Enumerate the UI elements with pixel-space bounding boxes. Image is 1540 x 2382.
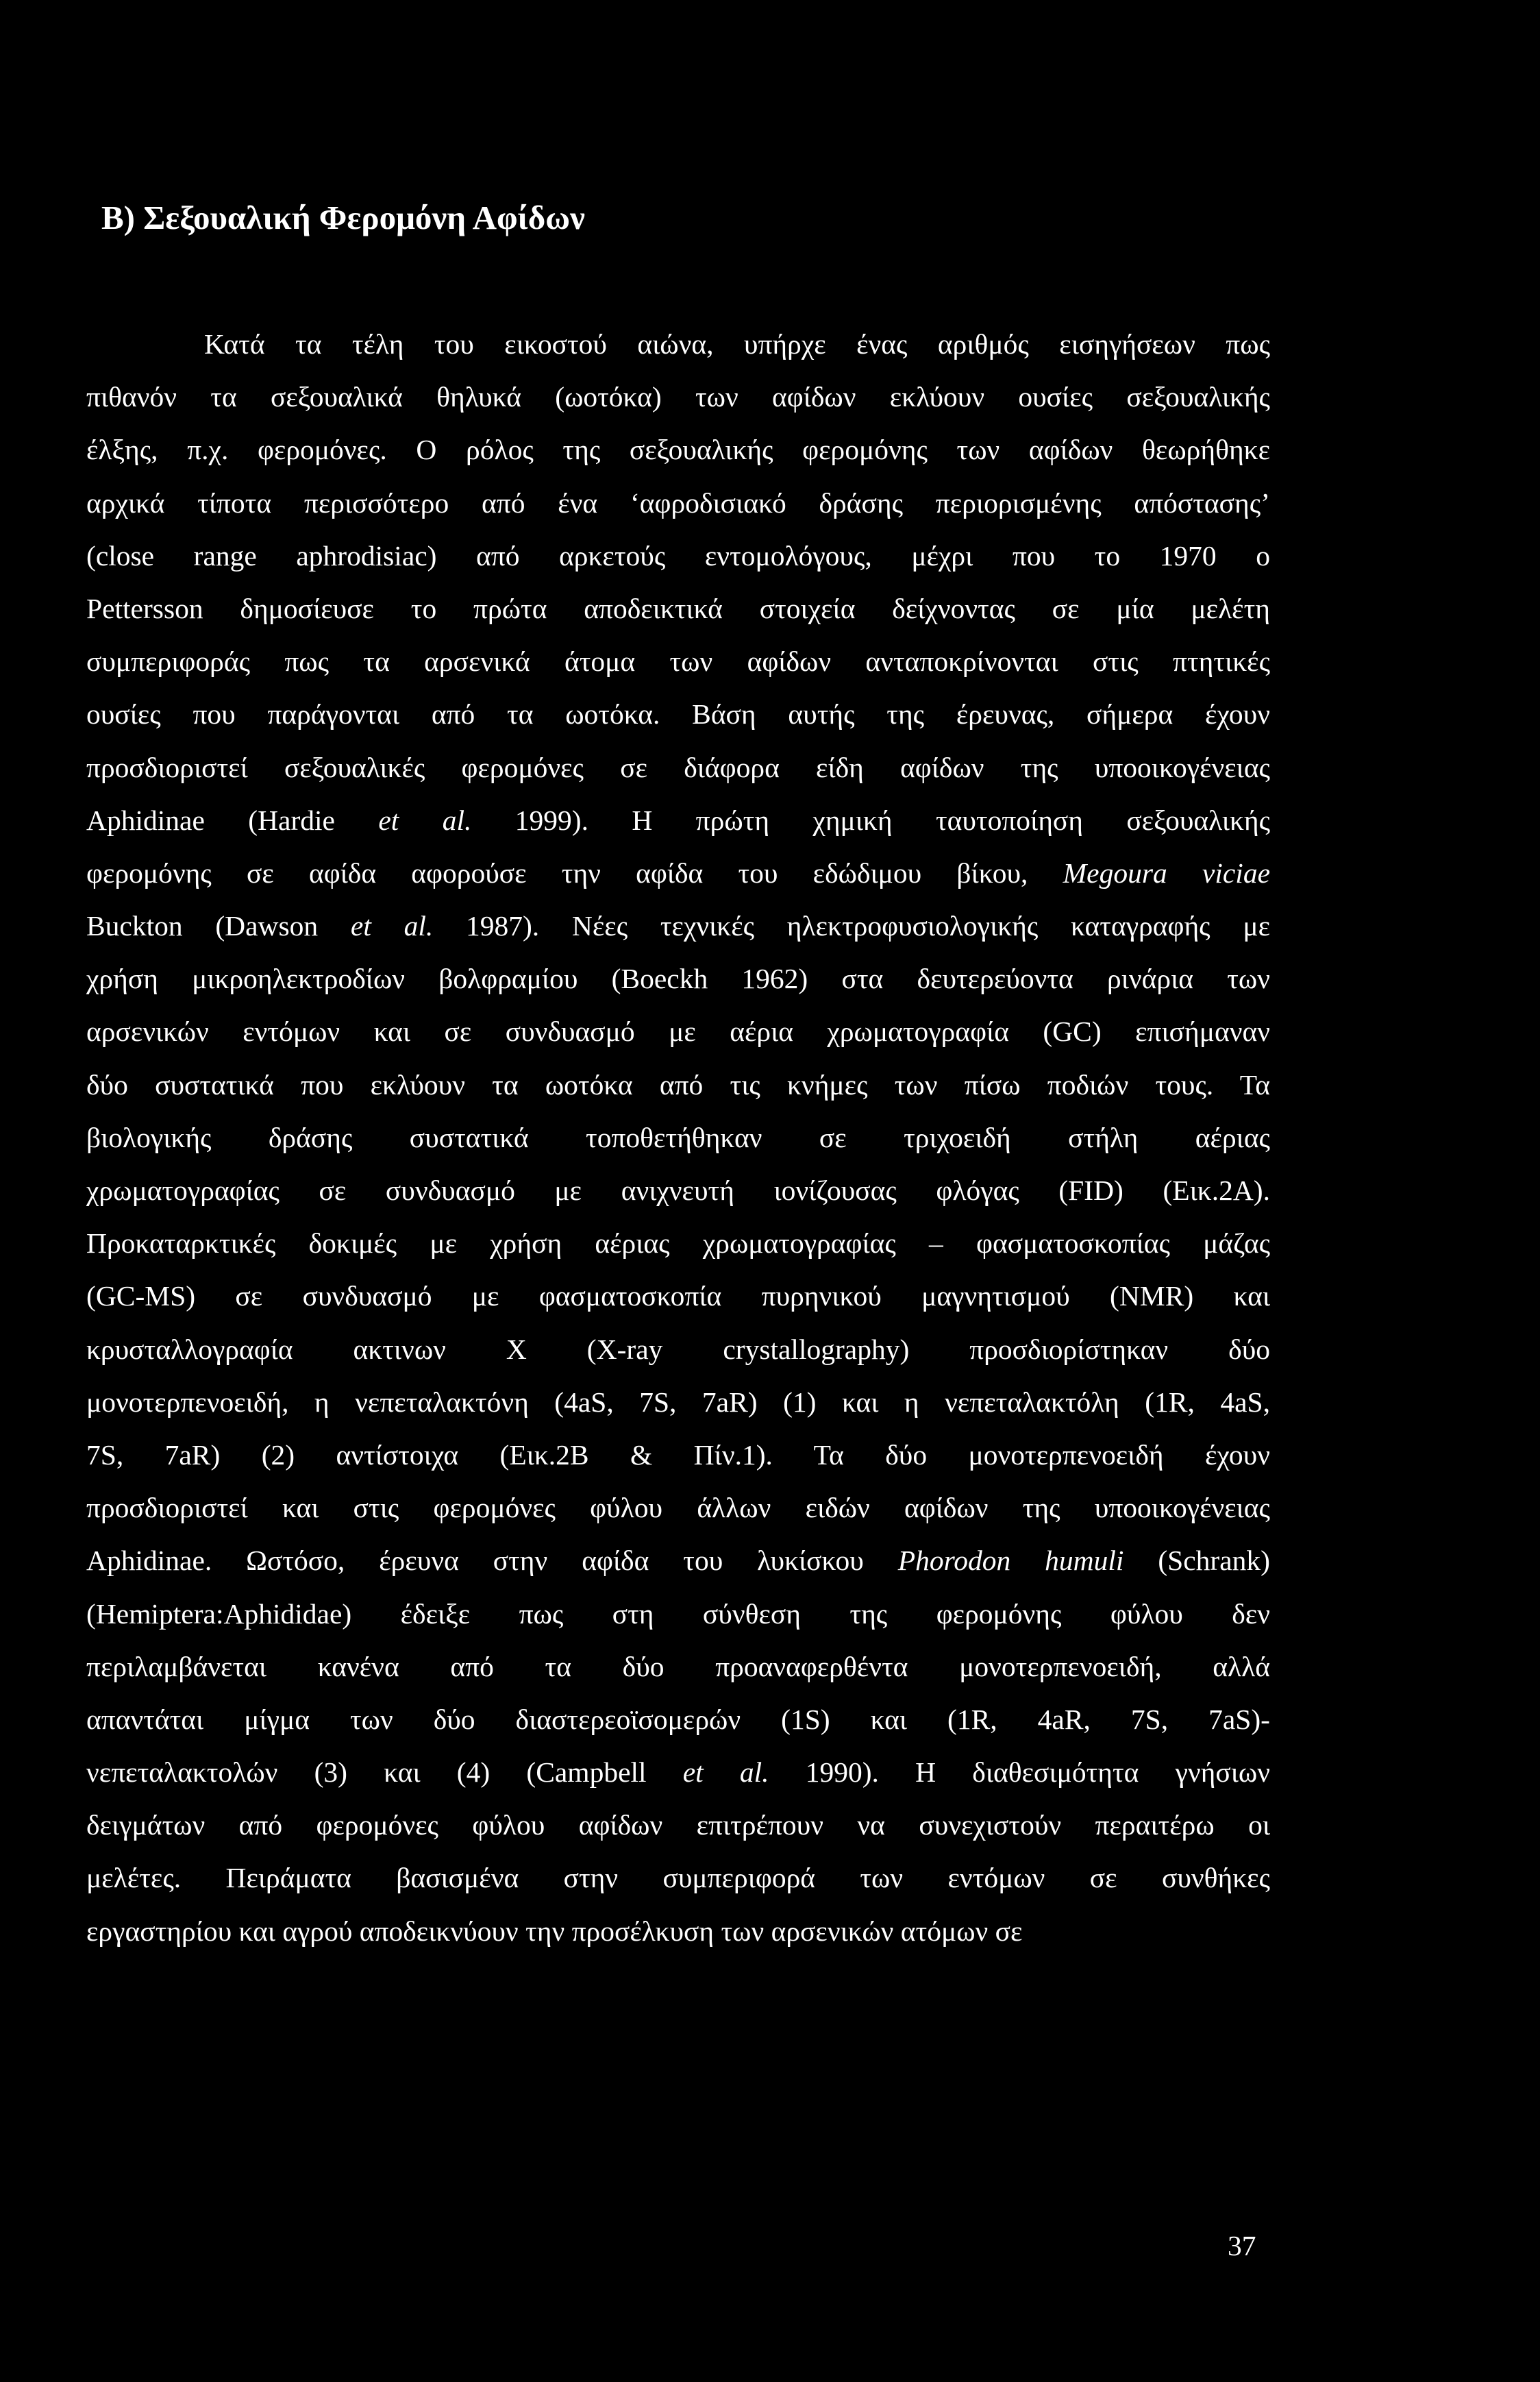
paragraph-line: περιλαμβάνεται κανένα από τα δύο προαναφερθέντα μονοτερπενοειδή, αλλά bbox=[86, 1650, 1270, 1682]
paragraph-line: Buckton (Dawson et al. 1987). Νέες τεχνικές ηλεκτροφυσιολογικής καταγραφής με bbox=[86, 910, 1270, 942]
paragraph-line: Aphidinae (Hardie et al. 1999). Η πρώτη χημική ταυτοποίηση σεξουαλικής bbox=[86, 804, 1271, 836]
paragraph-line: έλξης, π.χ. φερομόνες. Ο ρόλος της σεξουαλικής φερομόνης των αφίδων θεωρήθηκε bbox=[86, 434, 1270, 466]
paragraph-line: ουσίες που παράγονται από τα ωοτόκα. Βάση αυτής της έρευνας, σήμερα έχουν bbox=[86, 698, 1270, 730]
paragraph-line: (GC-MS) σε συνδυασμό με φασματοσκοπία πυρηνικού μαγνητισμού (NMR) και bbox=[86, 1280, 1270, 1312]
paragraph-line: πιθανόν τα σεξουαλικά θηλυκά (ωοτόκα) των αφίδων εκλύουν ουσίες σεξουαλικής bbox=[86, 381, 1270, 413]
paragraph-line: (Hemiptera:Aphididae) έδειξε πως στη σύνθεση της φερομόνης φύλου δεν bbox=[86, 1597, 1270, 1630]
paragraph-line: μονοτερπενοειδή, η νεπεταλακτόνη (4aS, 7S, 7aR) (1) και η νεπεταλακτόλη (1R, 4aS, bbox=[86, 1386, 1270, 1418]
paragraph-line: 7S, 7aR) (2) αντίστοιχα (Εικ.2Β & Πίν.1). Τα δύο μονοτερπενοειδή έχουν bbox=[86, 1438, 1270, 1471]
section-heading: B) Σεξουαλική Φερομόνη Αφίδων bbox=[101, 199, 585, 236]
paragraph-line: Προκαταρκτικές δοκιμές με χρήση αέριας χρωματογραφίας – φασματοσκοπίας μάζας bbox=[86, 1227, 1270, 1260]
paragraph-line: Pettersson δημοσίευσε το πρώτα αποδεικτικά στοιχεία δείχνοντας σε μία μελέτη bbox=[86, 592, 1270, 624]
paragraph-line: χρήση μικροηλεκτροδίων βολφραμίου (Boeckh 1962) στα δευτερεύοντα ρινάρια των bbox=[86, 963, 1270, 995]
body-paragraph bbox=[86, 318, 1270, 1958]
paragraph-line: δειγμάτων από φερομόνες φύλου αφίδων επιτρέπουν να συνεχιστούν περαιτέρω οι bbox=[86, 1809, 1270, 1841]
paragraph-line: Aphidinae. Ωστόσο, έρευνα στην αφίδα του λυκίσκου Phorodon humuli (Schrank) bbox=[86, 1545, 1270, 1577]
paragraph-line: εργαστηρίου και αγρού αποδεικνύουν την προσέλκυση των αρσενικών ατόμων σε bbox=[86, 1915, 1023, 1947]
paragraph-line: (close range aphrodisiac) από αρκετούς εντομολόγους, μέχρι που το 1970 ο bbox=[86, 539, 1270, 572]
paragraph-line: βιολογικής δράσης συστατικά τοποθετήθηκαν σε τριχοειδή στήλη αέριας bbox=[86, 1121, 1270, 1153]
paragraph-line: μελέτες. Πειράματα βασισμένα στην συμπεριφορά των εντόμων σε συνθήκες bbox=[86, 1862, 1270, 1894]
paragraph-line: νεπεταλακτολών (3) και (4) (Campbell et al. 1990). Η διαθεσιμότητα γνήσιων bbox=[86, 1756, 1270, 1789]
page-number: 37 bbox=[1228, 2230, 1256, 2261]
paragraph-line: χρωματογραφίας σε συνδυασμό με ανιχνευτή ιονίζουσας φλόγας (FID) (Εικ.2Α). bbox=[86, 1175, 1270, 1206]
paragraph-line: κρυσταλλογραφία ακτινων Χ (X-ray crystallography) προσδιορίστηκαν δύο bbox=[86, 1333, 1270, 1365]
paragraph-line: αρσενικών εντόμων και σε συνδυασμό με αέρια χρωματογραφία (GC) επισήμαναν bbox=[86, 1016, 1270, 1048]
paragraph-line: προσδιοριστεί σεξουαλικές φερομόνες σε διάφορα είδη αφίδων της υποοικογένειας bbox=[86, 751, 1270, 783]
paragraph-line: συμπεριφοράς πως τα αρσενικά άτομα των αφίδων ανταποκρίνονται στις πτητικές bbox=[86, 646, 1270, 678]
paragraph-line: φερομόνης σε αφίδα αφορούσε την αφίδα του εδώδιμου βίκου, Megoura viciae bbox=[86, 857, 1270, 889]
paragraph-line: προσδιοριστεί και στις φερομόνες φύλου άλλων ειδών αφίδων της υποοικογένειας bbox=[86, 1492, 1270, 1524]
paragraph-line: δύο συστατικά που εκλύουν τα ωοτόκα από τις κνήμες των πίσω ποδιών τους. Τα bbox=[86, 1068, 1270, 1101]
paragraph-line: Κατά τα τέλη του εικοστού αιώνα, υπήρχε ένας αριθμός εισηγήσεων πως bbox=[204, 328, 1270, 360]
paragraph-line: αρχικά τίποτα περισσότερο από ένα ‘αφροδισιακό δράσης περιορισμένης απόστασης’ bbox=[86, 487, 1270, 519]
paragraph-line: απαντάται μίγμα των δύο διαστερεοϊσομερών (1S) και (1R, 4aR, 7S, 7aS)- bbox=[86, 1703, 1270, 1735]
